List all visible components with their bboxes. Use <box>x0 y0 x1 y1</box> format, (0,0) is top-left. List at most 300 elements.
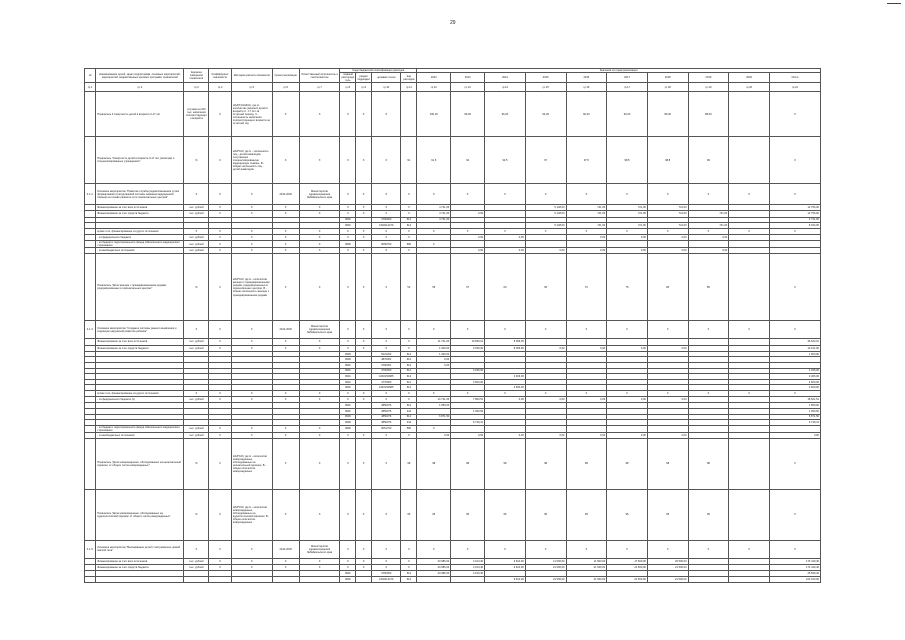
table-cell: 21 500,00 <box>647 565 688 571</box>
table-cell: 4850076 <box>372 420 401 426</box>
table-cell: 721,00 <box>647 211 688 217</box>
table-cell: 721,00 <box>566 205 607 211</box>
table-cell <box>729 92 770 137</box>
table-cell <box>299 576 340 582</box>
table-cell: X <box>272 234 299 240</box>
col-method: Методика расчета показателя <box>231 69 272 83</box>
table-cell: X <box>688 184 729 205</box>
table-cell: 612 <box>401 414 417 420</box>
table-cell <box>607 241 648 248</box>
table-cell: 89,00 <box>647 92 688 137</box>
index-cell: гр.4 <box>209 83 232 92</box>
table-cell <box>566 241 607 248</box>
index-cell: гр.15 <box>525 83 566 92</box>
table-cell: X <box>372 565 401 571</box>
table-cell: X <box>209 205 232 211</box>
table-cell: 721,00 <box>566 211 607 217</box>
table-cell: X <box>340 92 356 137</box>
table-row <box>85 540 821 558</box>
table-cell: 57 <box>451 254 485 321</box>
table-cell <box>356 241 372 248</box>
table-cell: 4.1.3. <box>85 321 96 339</box>
table-cell: X <box>401 390 417 396</box>
table-cell: 2014-2020 <box>272 184 299 205</box>
table-cell: X <box>688 390 729 396</box>
table-cell: X <box>340 390 356 396</box>
table-cell: 11 500,00 <box>566 558 607 564</box>
index-row <box>85 83 821 92</box>
table-cell: X <box>356 137 372 184</box>
table-cell: 8 034,00 <box>769 223 820 229</box>
table-cell: X <box>372 228 401 234</box>
table-cell <box>231 576 272 582</box>
table-cell: X <box>209 321 232 339</box>
table-cell: X <box>401 345 417 351</box>
year-2018: 2018 <box>647 73 688 83</box>
table-cell <box>85 254 96 321</box>
table-cell: 4870301 <box>372 357 401 363</box>
table-cell: X <box>356 254 372 321</box>
table-cell: X <box>647 184 688 205</box>
table-cell: 91 <box>401 137 417 184</box>
col-rzpr: раздел подраздел <box>356 73 372 83</box>
table-cell: 95 <box>647 489 688 540</box>
table-cell: 173 419,40 <box>769 565 820 571</box>
table-cell: X <box>340 205 356 211</box>
table-cell <box>451 241 485 248</box>
table-row <box>85 184 821 205</box>
table-cell <box>184 576 209 582</box>
table-cell: X <box>340 228 356 234</box>
table-cell: 612 <box>401 351 417 357</box>
table-cell: 0909 <box>340 357 356 363</box>
table-cell: X <box>451 540 485 558</box>
table-cell: X <box>272 489 299 540</box>
table-cell: X <box>769 137 820 184</box>
table-cell: НАЗ*100, где Н - количество женщин с преждевременными родами, родоразрешенных в перинатальных центрах, В - общая численность женщин с преждевременными родами <box>231 254 272 321</box>
table-cell: X <box>356 205 372 211</box>
table-cell: X <box>231 228 272 234</box>
table-cell: X <box>356 339 372 345</box>
table-cell <box>729 425 770 432</box>
table-cell: X <box>299 234 340 240</box>
table-cell: 0,00 <box>525 432 566 438</box>
index-cell: гр.8 <box>340 83 356 92</box>
table-cell: - из внебюджетных источников <box>96 432 184 438</box>
table-cell: 9 610,00 <box>485 565 526 571</box>
table-cell: X <box>184 228 209 234</box>
table-cell: X <box>231 558 272 564</box>
table-cell: 4 721,00 <box>417 211 451 217</box>
table-cell: X <box>372 540 401 558</box>
table-cell: % <box>184 438 209 489</box>
table-cell: X <box>769 254 820 321</box>
table-cell: 8 066,00 <box>485 345 526 351</box>
table-cell: 6 871,50 <box>417 414 451 420</box>
table-cell: 0 <box>209 438 232 489</box>
table-cell: X <box>607 321 648 339</box>
table-cell: X <box>525 390 566 396</box>
table-cell: X <box>209 339 232 345</box>
table-cell: 12 101,00 <box>769 345 820 351</box>
table-cell: 0,00 <box>485 248 526 254</box>
index-cell: гр.1 <box>85 83 96 92</box>
index-cell: гр.6 <box>272 83 299 92</box>
table-cell: 0,00 <box>417 357 451 363</box>
table-cell: 612 <box>401 576 417 582</box>
col-codes: Коды бюджетной классификации расходов <box>340 69 417 73</box>
table-cell <box>729 438 770 489</box>
table-cell: 12 756,00 <box>769 205 820 211</box>
table-cell: X <box>372 345 401 351</box>
table-cell: X <box>231 425 272 432</box>
table-cell <box>209 576 232 582</box>
table-cell: X <box>401 211 417 217</box>
table-cell: X <box>231 397 272 403</box>
table-cell: X <box>607 390 648 396</box>
table-cell: Министерство здравоохранения Забайкальского края <box>299 321 340 339</box>
table-cell <box>729 489 770 540</box>
table-cell: X <box>566 228 607 234</box>
table-cell: X <box>401 228 417 234</box>
table-cell: 4760000 <box>372 217 401 223</box>
table-cell: X <box>401 321 417 339</box>
table-cell: - из бюджета территориального фонда обязательного медицинского страхования <box>96 425 184 432</box>
table-cell: X <box>356 321 372 339</box>
table-cell: X <box>299 92 340 137</box>
table-cell <box>451 576 485 582</box>
table-cell: 612 <box>401 368 417 374</box>
table-cell: X <box>272 390 299 396</box>
table-cell: тыс. рублей <box>184 234 209 240</box>
table-cell: % <box>184 254 209 321</box>
table-cell: X <box>340 248 356 254</box>
table-cell: 0901 <box>340 571 356 577</box>
year-2015: 2015 <box>525 73 566 83</box>
table-cell: 0901 <box>340 403 356 409</box>
table-cell: случаев на 100 тыс. населения соответствующего возраста <box>184 92 209 137</box>
table-cell: X <box>769 489 820 540</box>
table-cell: X <box>525 228 566 234</box>
table-row <box>85 576 821 582</box>
table-cell: 4 721,00 <box>417 217 451 223</box>
index-cell: гр.9 <box>356 83 372 92</box>
table-cell: - из федерального бюджета <box>96 234 184 240</box>
table-cell: X <box>272 432 299 438</box>
table-cell: X <box>729 390 770 396</box>
table-cell: X <box>525 321 566 339</box>
table-cell: 20 986,00 <box>417 571 451 577</box>
table-cell: X <box>356 397 372 403</box>
table-cell: 4770000 <box>372 379 401 385</box>
table-cell: 92,00 <box>566 92 607 137</box>
table-cell: - из внебюджетных источников <box>96 248 184 254</box>
table-cell: 580 <box>401 241 417 248</box>
index-cell: гр.10 <box>372 83 401 92</box>
table-cell: 99,00 <box>451 92 485 137</box>
table-cell: X <box>769 540 820 558</box>
table-cell: Финансирование за счет всех источников <box>96 205 184 211</box>
table-cell: Основное мероприятие "Выхаживание детей с экстремально низкой массой тела" <box>96 540 184 558</box>
col-vr: вид расходов <box>401 73 417 83</box>
table-cell: 11 721,00 <box>417 339 451 345</box>
table-cell <box>356 425 372 432</box>
table-cell: 20 986,00 <box>417 565 451 571</box>
table-cell: 98 <box>607 438 648 489</box>
table-cell <box>729 137 770 184</box>
table-cell: X <box>485 228 526 234</box>
table-cell: 0,00 <box>525 345 566 351</box>
table-row <box>85 425 821 432</box>
table-cell: 0,00 <box>485 234 526 240</box>
table-cell: X <box>356 92 372 137</box>
table-cell: 4 600,00 <box>451 379 485 385</box>
table-cell: X <box>272 565 299 571</box>
table-cell: 0,00 <box>688 234 729 240</box>
table-cell: 0901 <box>340 217 356 223</box>
table-cell: 244 <box>401 408 417 414</box>
table-cell: 0901 <box>340 379 356 385</box>
table-cell: 0901 <box>340 223 356 229</box>
index-cell: гр.5 <box>231 83 272 92</box>
table-cell: тыс. рублей <box>184 432 209 438</box>
table-cell: 1640114470 <box>372 223 401 229</box>
table-cell: X <box>299 211 340 217</box>
table-cell <box>729 254 770 321</box>
table-cell: 612 <box>401 223 417 229</box>
table-cell: X <box>231 184 272 205</box>
table-cell: X <box>231 205 272 211</box>
table-cell: 95 <box>525 489 566 540</box>
table-cell: X <box>372 234 401 240</box>
table-cell: 75 <box>607 254 648 321</box>
table-cell: X <box>372 92 401 137</box>
table-cell: 612 <box>401 374 417 380</box>
table-cell: - из федерального бюджета (1) <box>96 397 184 403</box>
table-cell: X <box>340 254 356 321</box>
table-cell: 1 050,60 <box>769 408 820 414</box>
table-cell <box>85 438 96 489</box>
table-cell: X <box>485 321 526 339</box>
table-cell: X <box>729 321 770 339</box>
table-cell <box>729 576 770 582</box>
table-cell: X <box>356 184 372 205</box>
table-cell <box>729 241 770 248</box>
index-cell: гр.17 <box>607 83 648 92</box>
table-cell: X <box>209 211 232 217</box>
table-cell: Показатель "Доля новорожденных, обследованных на аудиологический скрининг от общего числа новорожденных" <box>96 489 184 540</box>
table-cell: X <box>451 228 485 234</box>
table-cell: 21 500,00 <box>647 576 688 582</box>
col-name: Наименование целей, задач подпрограмм, основных мероприятий, мероприятий, ведомственных целевых программ, показателей <box>96 69 184 83</box>
table-cell: 3 466,00 <box>485 374 526 380</box>
table-row <box>85 254 821 321</box>
table-cell: 721,00 <box>607 223 648 229</box>
index-cell: гр.16 <box>566 83 607 92</box>
table-cell: 97 <box>525 137 566 184</box>
table-cell: 4 035,00 <box>769 368 820 374</box>
table-cell: X <box>209 540 232 558</box>
table-cell: 0,00 <box>566 432 607 438</box>
table-cell: 721,00 <box>607 211 648 217</box>
table-cell: X <box>356 390 372 396</box>
table-cell: X <box>769 438 820 489</box>
table-cell: 20 986,00 <box>417 558 451 564</box>
table-cell: X <box>340 184 356 205</box>
table-cell: X <box>372 339 401 345</box>
table-cell: X <box>566 321 607 339</box>
table-cell: X <box>209 425 232 432</box>
table-cell: X <box>356 228 372 234</box>
table-cell: X <box>401 248 417 254</box>
table-cell: X <box>231 339 272 345</box>
table-cell <box>607 425 648 432</box>
table-cell: X <box>451 184 485 205</box>
table-cell: 11 500,00 <box>525 558 566 564</box>
table-cell: Показатель 4 Смертность детей в возрасте 0-17 лет <box>96 92 184 137</box>
table-cell: 4.1.2. <box>85 184 96 205</box>
table-cell: 21 500,00 <box>607 576 648 582</box>
table-cell: 0,00 <box>525 397 566 403</box>
table-cell: 4 035,00 <box>451 368 485 374</box>
table-cell <box>566 425 607 432</box>
table-cell: X <box>340 339 356 345</box>
table-cell: Министерство здравоохранения Забайкальского края <box>299 184 340 205</box>
table-cell: X <box>485 184 526 205</box>
table-cell: X <box>184 184 209 205</box>
table-row <box>85 241 821 248</box>
table-cell: Основное мероприятие "Развитие службы родовспоможения путем формирования трехуровневой системы оказания медицинской помощи на основе развития сети перинатальных центров" <box>96 184 184 205</box>
col-total: Итого <box>769 73 820 83</box>
table-cell: 580 <box>401 425 417 432</box>
table-cell: 0,00 <box>688 248 729 254</box>
table-cell: 0 <box>209 137 232 184</box>
table-cell: X <box>372 432 401 438</box>
table-cell: X <box>401 234 417 240</box>
table-cell: X <box>299 425 340 432</box>
table-cell: 612 <box>401 379 417 385</box>
table-cell: X <box>647 228 688 234</box>
table-cell: 3 466,00 <box>769 374 820 380</box>
table-cell: 6 749,41 <box>451 420 485 426</box>
col-num: № <box>85 69 96 83</box>
table-cell: 0 <box>209 489 232 540</box>
table-cell: X <box>451 321 485 339</box>
table-cell: НАЗ*100, где Н - количество новорожденных, обследованных на неонатальный скрининг, В - общее количество новорожденных <box>231 438 272 489</box>
table-cell: 0,00 <box>451 248 485 254</box>
table-cell: X <box>340 211 356 217</box>
table-cell: 36 623,01 <box>769 339 820 345</box>
table-cell: Финансирование за счет средств бюджета <box>96 211 184 217</box>
table-cell: X <box>299 137 340 184</box>
table-cell: X <box>356 438 372 489</box>
table-cell: X <box>356 345 372 351</box>
table-cell: 80 <box>647 254 688 321</box>
table-cell: X <box>566 184 607 205</box>
table-cell: 8 066,00 <box>485 339 526 345</box>
col-period: Сроки реализации <box>272 69 299 83</box>
table-cell: X <box>401 397 417 403</box>
table-cell: 60 <box>485 254 526 321</box>
table-row <box>85 438 821 489</box>
table-cell: X <box>209 234 232 240</box>
table-cell <box>525 425 566 432</box>
table-cell: 721,00 <box>647 205 688 211</box>
table-cell: 1640114470 <box>372 576 401 582</box>
table-cell: 21 500,00 <box>566 576 607 582</box>
table-cell: X <box>356 432 372 438</box>
table-cell: 18 521,51 <box>769 397 820 403</box>
table-cell: X <box>372 211 401 217</box>
table-cell: X <box>299 228 340 234</box>
table-cell: 612 <box>401 362 417 368</box>
table-cell: 95 <box>401 489 417 540</box>
index-cell: гр.19 <box>688 83 729 92</box>
table-cell: X <box>417 321 451 339</box>
table-cell: 721,00 <box>566 223 607 229</box>
table-cell: тыс. рублей <box>184 397 209 403</box>
table-cell: 0,00 <box>417 432 451 438</box>
table-cell: X <box>184 390 209 396</box>
table-cell: % <box>184 137 209 184</box>
table-cell: 4700000 <box>372 368 401 374</box>
table-cell: 4750000 <box>372 571 401 577</box>
table-cell: тыс. рублей <box>184 565 209 571</box>
table-cell: X <box>299 565 340 571</box>
table-cell: X <box>184 540 209 558</box>
table-cell: 0,00 <box>647 397 688 403</box>
table-cell: X <box>607 184 648 205</box>
table-cell: X <box>688 228 729 234</box>
table-cell: X <box>607 540 648 558</box>
table-cell: X <box>356 565 372 571</box>
table-cell: 92 <box>451 137 485 184</box>
table-cell: 92,5 <box>485 137 526 184</box>
table-cell: X <box>451 390 485 396</box>
table-cell: X <box>299 241 340 248</box>
table-cell: X <box>372 390 401 396</box>
table-cell: 1 000,00 <box>417 345 451 351</box>
table-cell: 100,00 <box>417 92 451 137</box>
table-cell: 0,00 <box>451 211 485 217</box>
table-cell: 4 721,00 <box>417 205 451 211</box>
table-cell <box>769 425 820 432</box>
index-cell: гр.2 <box>96 83 184 92</box>
table-cell: 173 419,40 <box>769 558 820 564</box>
table-cell: 10 721,00 <box>417 397 451 403</box>
table-cell: кроме того, финансирование из других источников <box>96 228 184 234</box>
table-cell: 90,00 <box>607 92 648 137</box>
table-cell: X <box>372 254 401 321</box>
table-cell: X <box>372 397 401 403</box>
table-cell: 4 613,40 <box>451 558 485 564</box>
table-cell: 98 <box>525 438 566 489</box>
table-cell: X <box>372 248 401 254</box>
table-cell: 99 <box>688 137 729 184</box>
table-cell: 0901 <box>340 374 356 380</box>
table-cell: X <box>272 92 299 137</box>
table-cell: X <box>272 211 299 217</box>
table-cell: 0901 <box>340 576 356 582</box>
table-cell: тыс. рублей <box>184 425 209 432</box>
table-cell: 0,00 <box>566 248 607 254</box>
table-cell: 98 <box>647 438 688 489</box>
table-cell: 52 <box>401 254 417 321</box>
table-cell <box>85 576 96 582</box>
table-cell: 0,00 <box>525 248 566 254</box>
table-cell: X <box>647 390 688 396</box>
table-row <box>85 137 821 184</box>
